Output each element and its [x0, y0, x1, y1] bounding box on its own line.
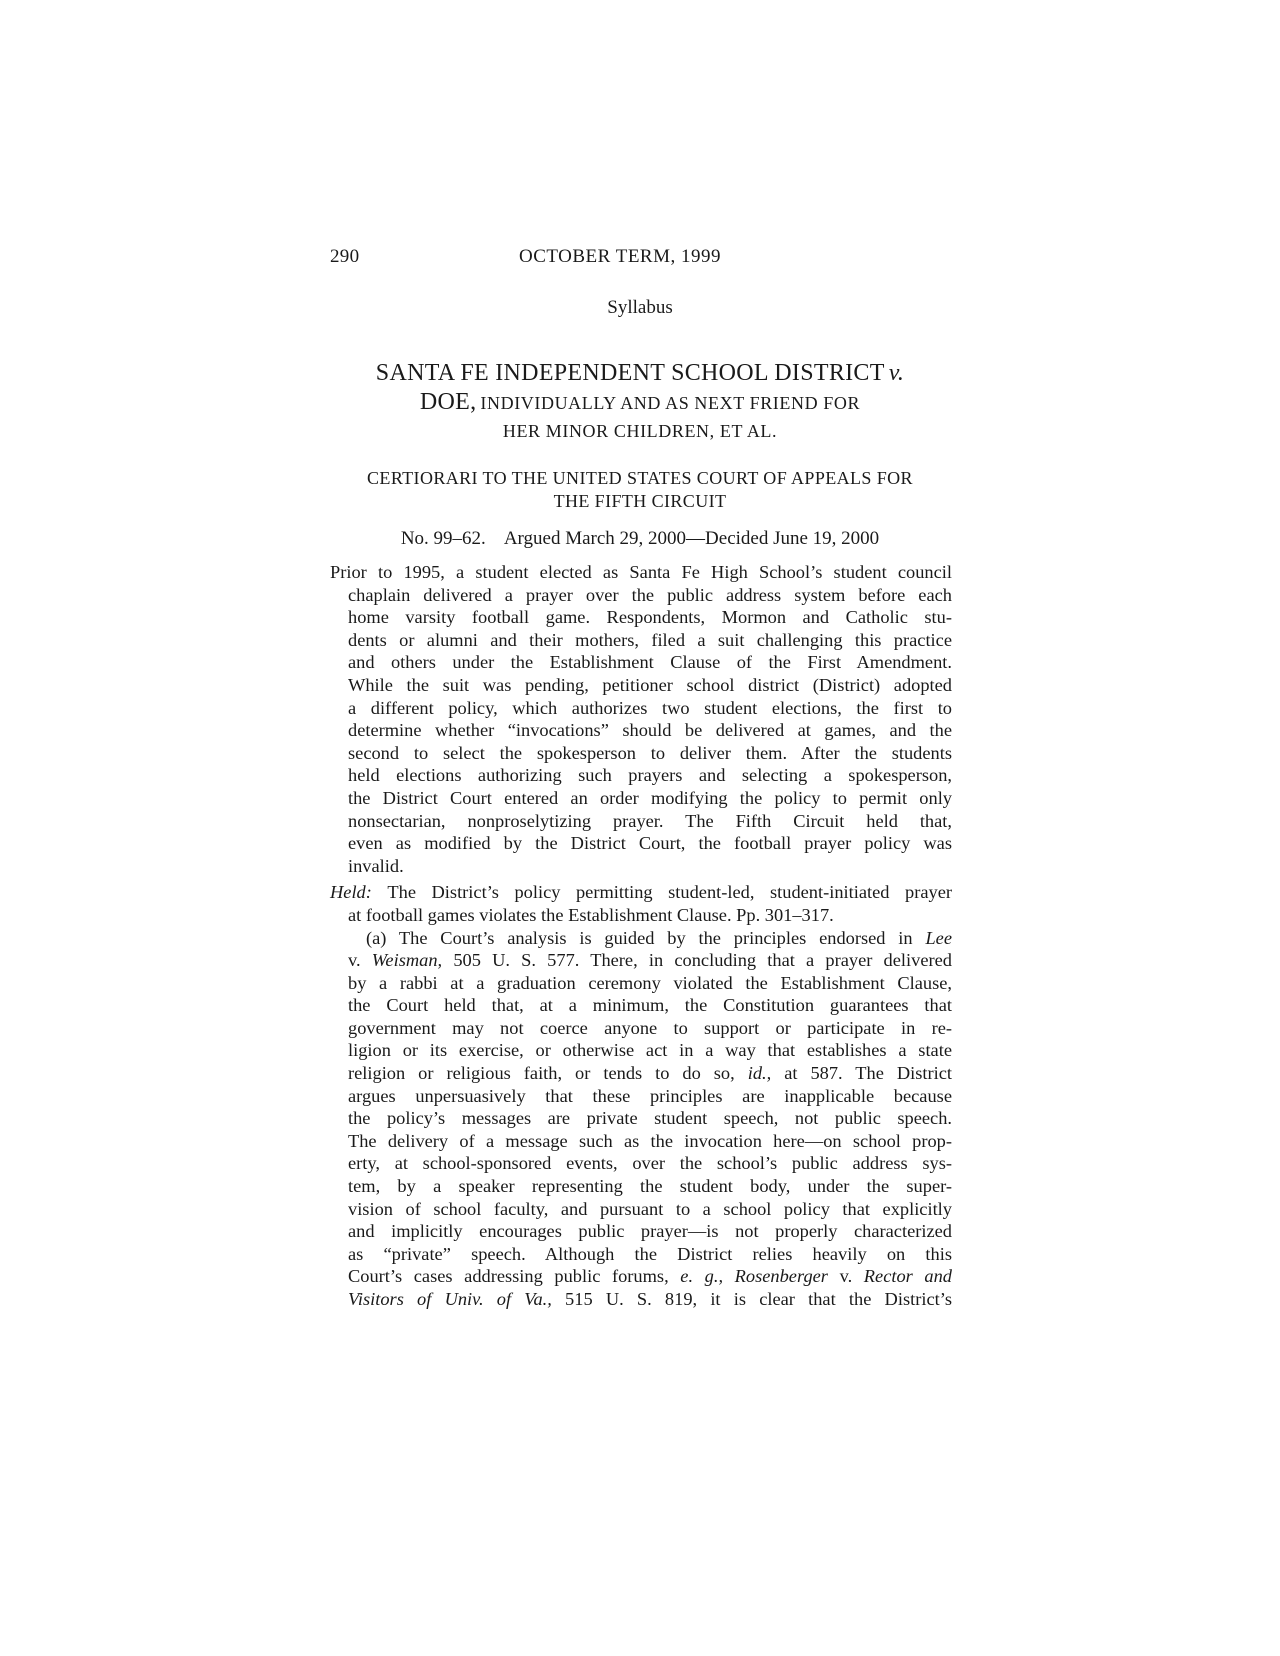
- respondent-name: DOE,: [419, 389, 477, 415]
- held-line-2: at football games violates the Establishment Clause. Pp. 301–317.: [348, 904, 834, 925]
- facts-line: chaplain delivered a prayer over the public address system before each: [348, 584, 952, 605]
- para-a-line-14: and implicitly encourages public prayer—is not properly characterized: [348, 1221, 952, 1242]
- respondent-description-cont: HER MINOR CHILDREN, ET AL.: [502, 421, 778, 441]
- held-line-1: The District’s policy permitting student-led, student-initiated prayer: [387, 882, 952, 903]
- para-a-line-3: by a rabbi at a graduation ceremony violated the Establishment Clause,: [348, 972, 952, 993]
- case-name-rector: Rector and: [863, 1266, 953, 1287]
- para-a-line-8: argues unpersuasively that these principles are inapplicable because: [348, 1085, 952, 1106]
- facts-line: invalid.: [348, 855, 404, 876]
- para-a-line-1: (a) The Court’s analysis is guided by the principles endorsed in: [366, 927, 913, 948]
- running-head: [330, 246, 950, 270]
- page-number: 290: [330, 246, 360, 267]
- para-a-line-7-cont: at 587. The District: [784, 1063, 953, 1084]
- facts-line: second to select the spokesperson to deliver them. After the students: [348, 742, 952, 763]
- para-a-line-4: the Court held that, at a minimum, the Constitution guarantees that: [348, 995, 952, 1016]
- citation-id: id.,: [747, 1063, 772, 1084]
- case-name-lee: Lee: [925, 927, 952, 948]
- case-title-line-1: [330, 360, 950, 389]
- facts-line: and others under the Establishment Clause of the First Amendment.: [348, 652, 952, 673]
- case-title-line-2: [330, 389, 950, 418]
- docket-line: [330, 528, 950, 550]
- petitioner-name: SANTA FE INDEPENDENT SCHOOL DISTRICT: [375, 360, 885, 386]
- docket-number: No. 99–62.: [400, 528, 486, 549]
- versus-label: v.: [839, 1266, 853, 1287]
- paragraph-a: [330, 927, 952, 1311]
- para-a-line-15: as “private” speech. Although the District relies heavily on this: [348, 1243, 952, 1264]
- citation-eg: e. g.,: [680, 1266, 724, 1287]
- para-a-line-13: vision of school faculty, and pursuant to a school policy that explicitly: [348, 1198, 952, 1219]
- facts-line: determine whether “invocations” should be delivered at games, and the: [348, 720, 952, 741]
- facts-line: nonsectarian, nonproselytizing prayer. The Fifth Circuit held that,: [348, 810, 952, 831]
- para-a-line-11: erty, at school-sponsored events, over the school’s public address sys-: [348, 1153, 952, 1174]
- facts-line: the District Court entered an order modifying the policy to permit only: [348, 787, 952, 808]
- case-name-visitors: Visitors of Univ. of Va.,: [348, 1289, 552, 1309]
- para-a-line-16: Court’s cases addressing public forums,: [348, 1266, 669, 1287]
- facts-paragraph: [330, 561, 952, 877]
- certiorari-line-2: THE FIFTH CIRCUIT: [553, 491, 727, 511]
- term-heading: OCTOBER TERM, 1999: [518, 246, 721, 267]
- respondent-description: INDIVIDUALLY AND AS NEXT FRIEND FOR: [480, 393, 861, 413]
- facts-line: even as modified by the District Court, the football prayer policy was: [348, 833, 952, 854]
- argued-decided-dates: Argued March 29, 2000—Decided June 19, 2000: [503, 528, 880, 549]
- facts-line: held elections authorizing such prayers and selecting a spokesperson,: [348, 765, 952, 786]
- case-name-weisman: Weisman,: [371, 950, 443, 971]
- case-title: [330, 360, 950, 446]
- versus-label: v.: [888, 360, 905, 386]
- facts-line: While the suit was pending, petitioner school district (District) adopted: [348, 674, 952, 695]
- case-title-line-3: [330, 418, 950, 446]
- para-a-line-17: 515 U. S. 819, it is clear that the District’s: [565, 1289, 952, 1309]
- para-a-line-10: The delivery of a message such as the invocation here—on school prop-: [348, 1130, 952, 1151]
- facts-line: home varsity football game. Respondents, Mormon and Catholic stu-: [348, 607, 952, 628]
- section-label: Syllabus: [607, 297, 673, 318]
- syllabus-body: [330, 561, 952, 1311]
- versus-label: v.: [348, 950, 361, 971]
- para-a-line-5: government may not coerce anyone to support or participate in re-: [348, 1017, 952, 1038]
- para-a-line-9: the policy’s messages are private student speech, not public speech.: [348, 1108, 952, 1129]
- facts-line: a different policy, which authorizes two student elections, the first to: [348, 697, 952, 718]
- para-a-line-2: 505 U. S. 577. There, in concluding that a prayer delivered: [453, 950, 952, 971]
- para-a-line-12: tem, by a speaker representing the student body, under the super-: [348, 1176, 952, 1197]
- held-label: Held:: [330, 882, 372, 903]
- certiorari-line-1: CERTIORARI TO THE UNITED STATES COURT OF APPEALS FOR: [367, 468, 913, 488]
- case-name-rosenberger: Rosenberger: [734, 1266, 828, 1287]
- held-paragraph: [330, 881, 952, 926]
- facts-line: Prior to 1995, a student elected as Santa Fe High School’s student council: [330, 562, 952, 582]
- para-a-line-7: religion or religious faith, or tends to do so,: [348, 1063, 735, 1084]
- para-a-line-6: ligion or its exercise, or otherwise act in a way that establishes a state: [348, 1040, 952, 1061]
- certiorari-heading: [330, 467, 950, 513]
- facts-line: dents or alumni and their mothers, filed a suit challenging this practice: [348, 629, 952, 650]
